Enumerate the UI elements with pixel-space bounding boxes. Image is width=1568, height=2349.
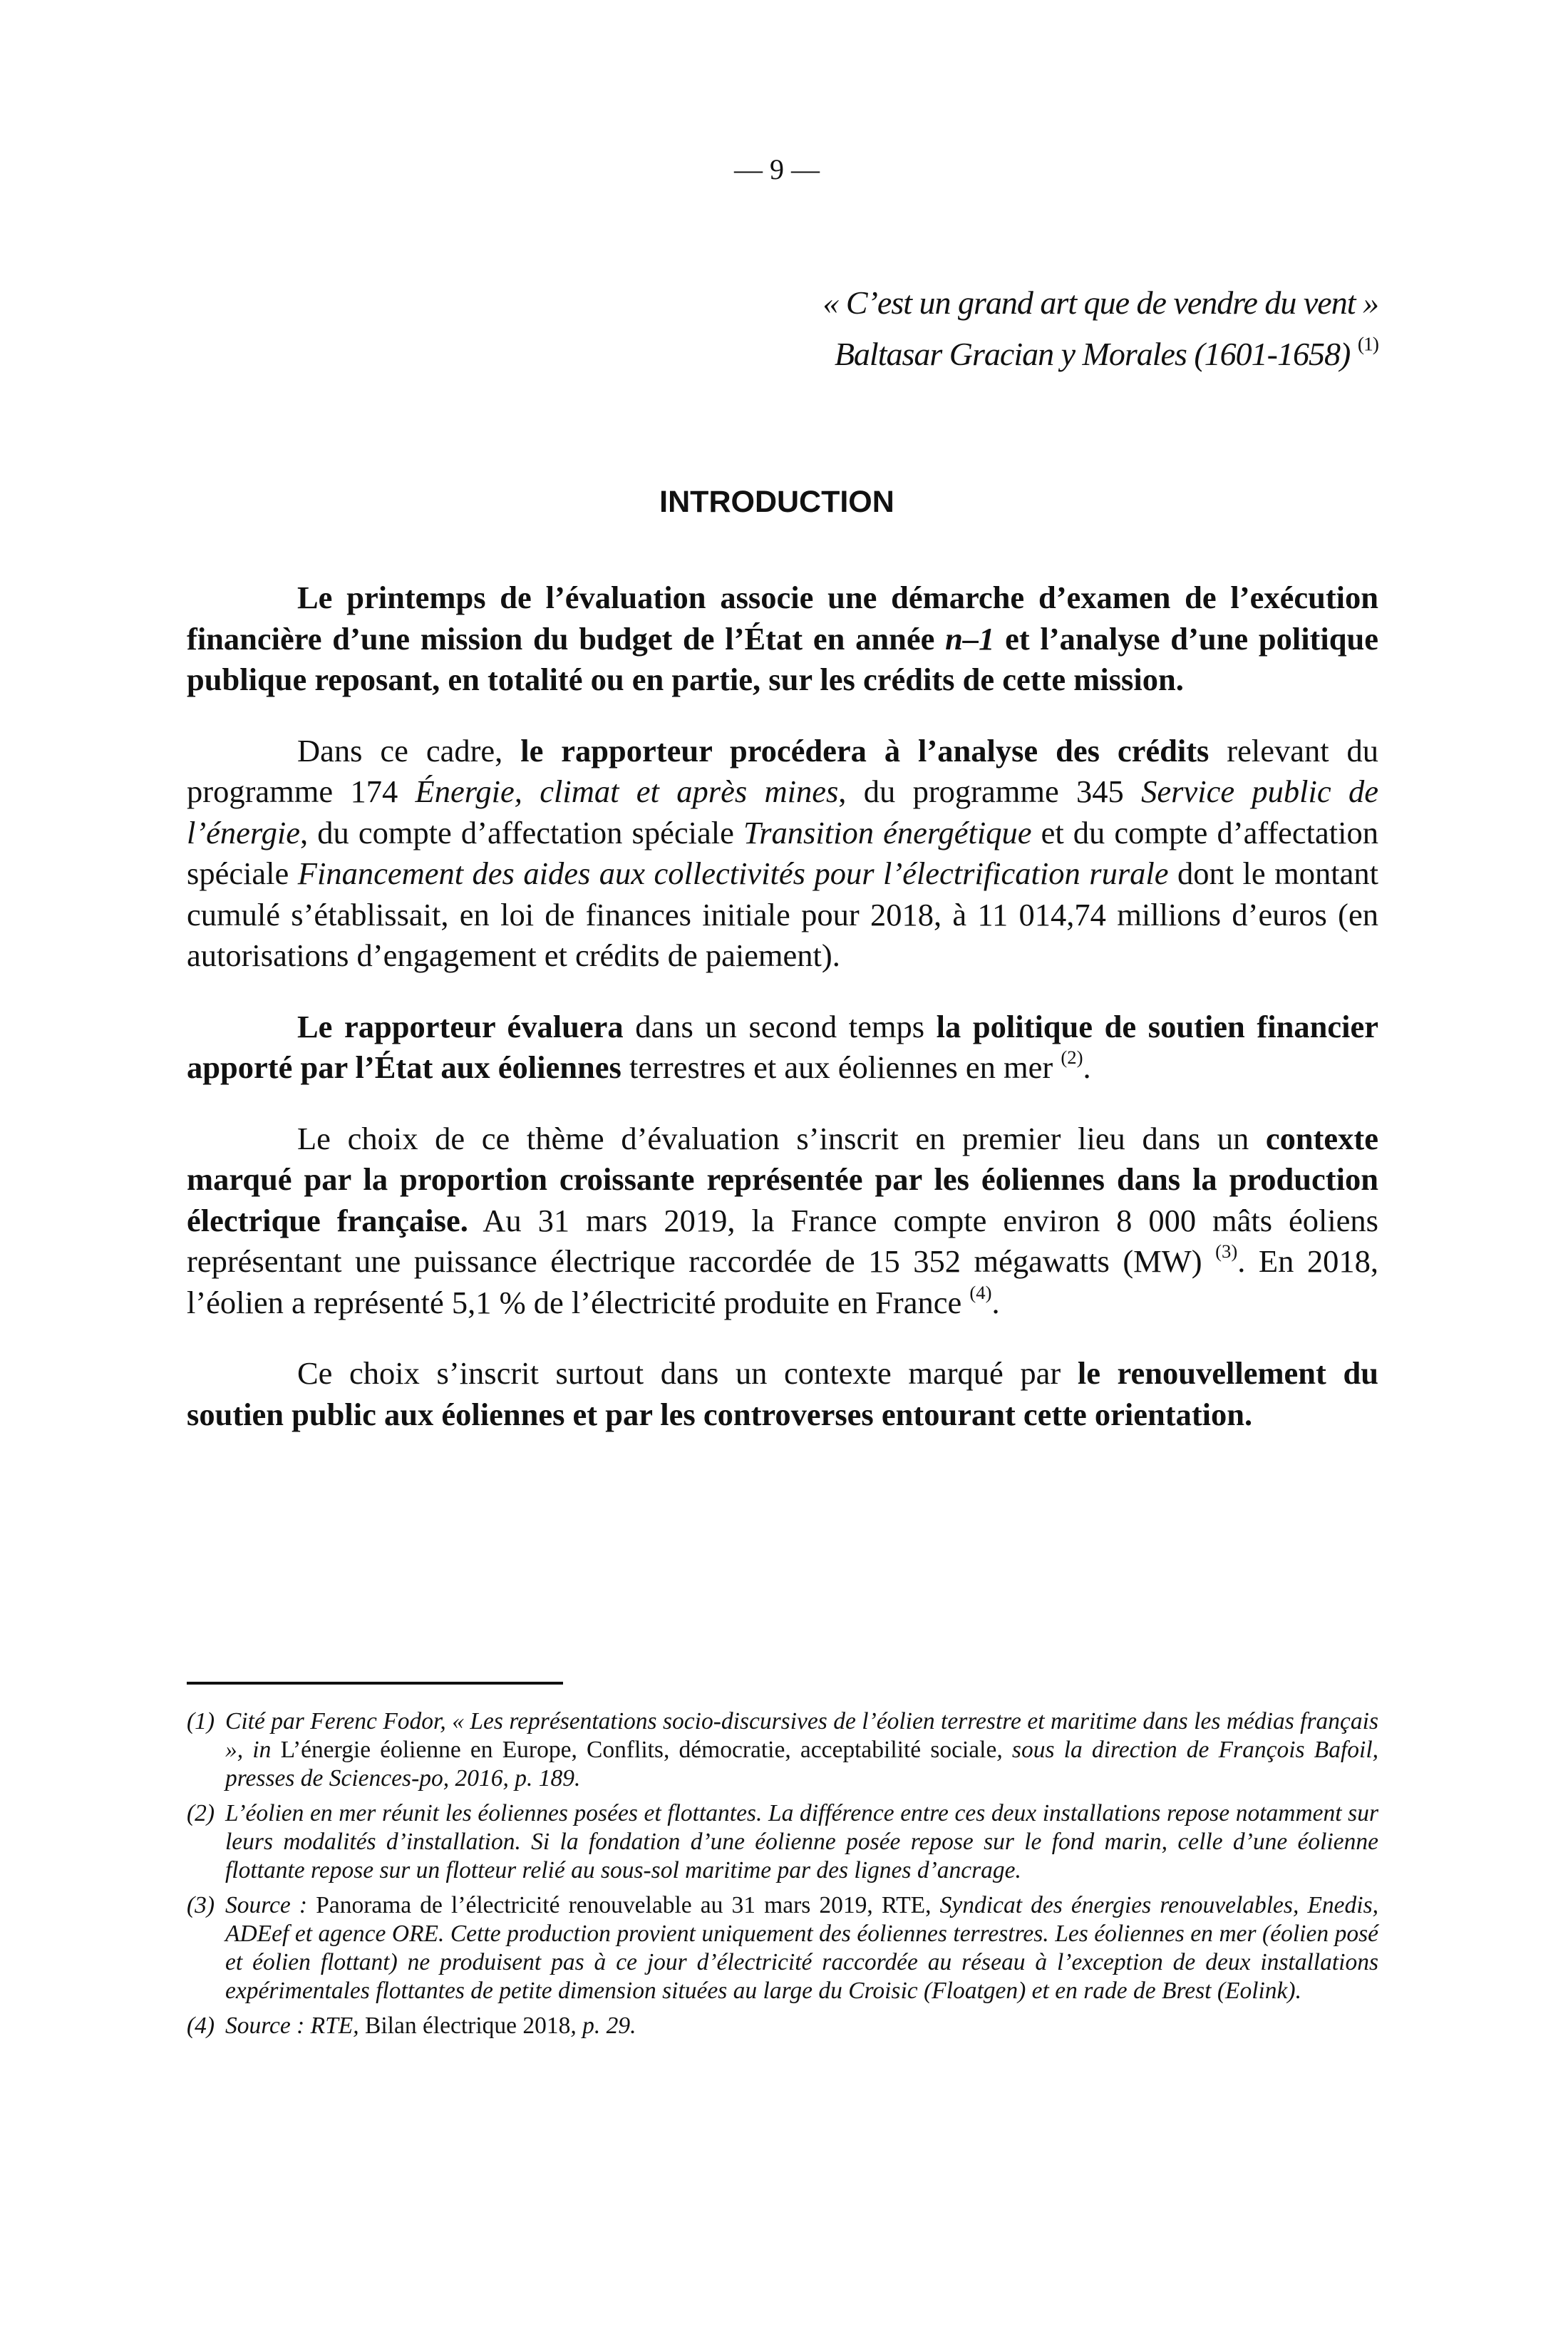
page-number: — 9 — — [734, 153, 820, 185]
footnote-ref[interactable]: (1) — [1357, 332, 1378, 355]
text-run: dans un second temps — [623, 1008, 937, 1044]
paragraph-3 — [187, 1007, 1378, 1089]
text-run: Panorama de l’électricité renouvelable au 31 mars 2019, RTE, — [316, 1892, 932, 1918]
epigraph-author-name: Baltasar Gracian y Morales (1601-1658) — [834, 336, 1351, 372]
text-run: Énergie, climat et après mines — [415, 773, 839, 809]
body-text — [187, 577, 1378, 1435]
text-run: Bilan électrique 2018 — [365, 2013, 571, 2039]
text-run: n–1 — [945, 620, 995, 657]
text-run: le rapporteur procédera à l’analyse des crédits — [520, 732, 1209, 769]
footnotes — [187, 1707, 1378, 2047]
footnote-2 — [187, 1799, 1378, 1885]
text-run: la politique de soutien financier apporté par l’État aux éoliennes — [187, 1008, 1378, 1085]
text-run: , p. 29. — [570, 2013, 636, 2039]
footnote-ref[interactable]: (2) — [1061, 1046, 1083, 1068]
footnote-text: L’éolien en mer réunit les éoliennes posées et flottantes. La différence entre ces deux installations repose notamment sur leurs modalités d’installation. Si la fondation d’une éolienne posée repose sur le fond marin, celle d’une éolienne flottante repose sur un flotteur relié au sous-sol maritime par des lignes d’ancrage. — [225, 1800, 1378, 1883]
footnote-3 — [187, 1891, 1378, 2005]
text-run: Au 31 mars 2019, la France compte environ 8 000 mâts éoliens représentant une puissance électrique raccordée de 15 352 mégawatts (MW) — [187, 1202, 1378, 1279]
footnote-text — [225, 1891, 1378, 2005]
text-run: Le rapporteur évaluera — [297, 1008, 624, 1044]
footnote-text — [225, 2012, 1378, 2040]
text-run: dont le montant cumulé s’établissait, en loi de finances initiale pour 2018, à 11 014,74 millions d’euros (en autorisations d’engagement et crédits de paiement). — [187, 855, 1378, 973]
text-run: Ce choix s’inscrit surtout dans un contexte marqué par — [297, 1355, 1078, 1391]
text-run: Source : RTE, — [225, 2013, 365, 2039]
text-run: Cité par Ferenc Fodor, « Les représentations socio-discursives de l’éolien terrestre et maritime dans les médias français », in — [225, 1708, 1378, 1763]
text-run: Source : — [225, 1892, 316, 1918]
paragraph-4 — [187, 1119, 1378, 1324]
footnote-number: (2) — [187, 1800, 215, 1826]
text-run: Le choix de ce thème d’évaluation s’inscrit en premier lieu dans un — [297, 1120, 1266, 1156]
text-run: , du compte d’affectation spéciale — [299, 814, 743, 850]
text-run: Service public de l’énergie — [187, 773, 1378, 850]
footnote-number: (1) — [187, 1708, 215, 1734]
text-run: L’énergie éolienne en Europe, Conflits, démocratie, acceptabilité sociale — [280, 1737, 997, 1763]
text-run: relevant du programme 174 — [187, 732, 1379, 809]
paragraph-5 — [187, 1353, 1378, 1435]
text-run: . — [1083, 1049, 1091, 1085]
epigraph-author — [834, 332, 1378, 373]
footnote-separator — [187, 1682, 563, 1685]
footnote-ref[interactable]: (3) — [1215, 1240, 1238, 1262]
text-run: . En 2018, l’éolien a représenté 5,1 % de l’électricité produite en France — [187, 1243, 1378, 1320]
text-run: , sous la direction de François Bafoil, presses de Sciences-po, 2016, p. 189. — [225, 1737, 1379, 1792]
paragraph-2 — [187, 731, 1378, 977]
text-run: . — [991, 1284, 1000, 1320]
text-run: contexte marqué par la proportion croissante représentée par les éoliennes dans la production électrique française. — [187, 1120, 1378, 1238]
epigraph-quote: « C’est un grand art que de vendre du vent » — [822, 284, 1378, 321]
text-run: terrestres et aux éoliennes en mer — [621, 1049, 1061, 1085]
footnote-number: (4) — [187, 2013, 215, 2039]
text-run: , du programme 345 — [838, 773, 1142, 809]
text-run: Le printemps de l’évaluation associe une démarche d’examen de l’exécution financière d’une mission du budget de l’État en année — [187, 580, 1378, 657]
footnote-4 — [187, 2012, 1378, 2040]
text-run: et du compte d’affectation spéciale — [187, 814, 1379, 891]
footnote-text — [225, 1707, 1378, 1793]
text-run: Transition énergétique — [743, 814, 1032, 850]
paragraph-1 — [187, 577, 1378, 701]
section-heading: INTRODUCTION — [659, 485, 894, 519]
text-run: Dans ce cadre, — [297, 732, 521, 769]
text-run: le renouvellement du soutien public aux éoliennes et par les controverses entourant cette orientation. — [187, 1355, 1378, 1432]
footnote-1 — [187, 1707, 1378, 1793]
text-run: et l’analyse d’une politique publique reposant, en totalité ou en partie, sur les crédits de cette mission. — [187, 620, 1378, 697]
text-run: Financement des aides aux collectivités pour l’électrification rurale — [297, 855, 1169, 891]
text-run: Syndicat des énergies renouvelables, Enedis, ADEef et agence ORE. Cette production provient uniquement des éoliennes terrestres. Les éoliennes en mer (éolien posé et éolien flottant) ne produisent pas à ce jour d’électricité raccordée au réseau à l’exception de deux installations expérimentales flottantes de petite dimension situées au large du Croisic (Floatgen) et en rade de Brest (Eolink). — [225, 1892, 1379, 2004]
footnote-number: (3) — [187, 1892, 215, 1918]
footnote-ref[interactable]: (4) — [969, 1281, 992, 1303]
